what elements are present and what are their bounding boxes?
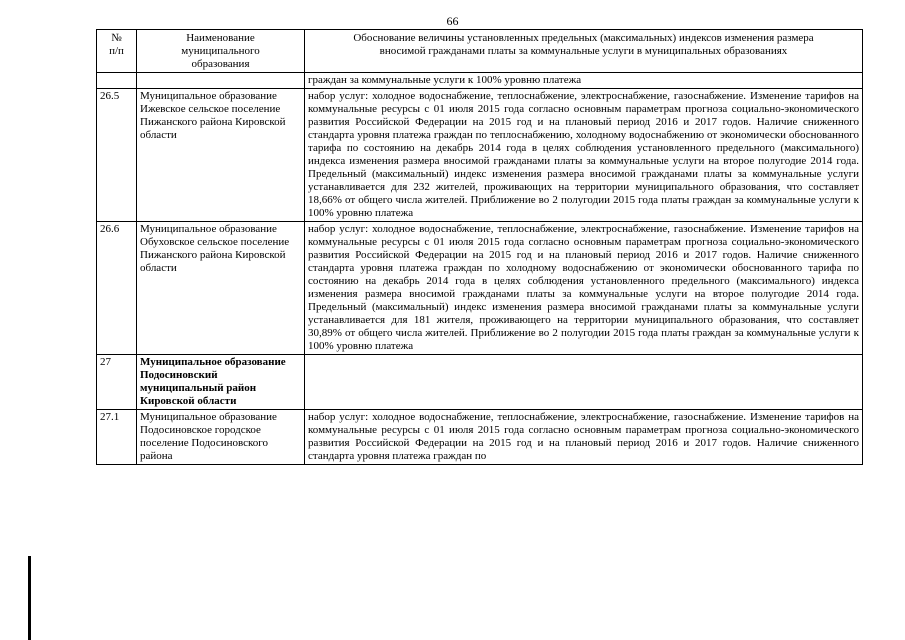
row-num: 26.5: [97, 89, 137, 222]
row-name: Муниципальное образование Подосиновское городское поселение Подосиновского района: [137, 410, 305, 465]
row-name: Муниципальное образование Ижевское сельское поселение Пижанского района Кировской области: [137, 89, 305, 222]
row-num: [97, 73, 137, 89]
header-name-text: Наименование муниципального образования: [181, 32, 260, 70]
page-number: 66: [446, 14, 459, 28]
row-text: набор услуг: холодное водоснабжение, теплоснабжение, электроснабжение, газоснабжение. Изменение тарифов на коммунальные ресурсы с 01 июля 2015 года согласно основным параметрам прогноза социально-экономического развития Российской Федерации на 2015 год и на плановый период 2016 и 2017 годов. Наличие сниженного стандарта уровня платежа граждан по холодному водоснабжению от экономически обоснованного тарифа по состоянию на декабрь 2014 года в целях соблюдения установленного предельного (максимального) индекса изменения размера вносимой гражданами платы за коммунальные услуги на второе полугодие 2014 года. Предельный (максимальный) индекс изменения размера вносимой гражданами платы за коммунальные услуги устанавливается для 181 жителя, проживающего на территории муниципального образования, что составляет 30,89% от общего числа жителей. Приближение во 2 полугодии 2015 года платы граждан за коммунальные услуги к 100% уровню платежа: [305, 222, 863, 355]
table-header-row: [97, 30, 863, 73]
row-num: 27.1: [97, 410, 137, 465]
row-text: [305, 355, 863, 410]
row-name: Муниципальное образование Обуховское сельское поселение Пижанского района Кировской области: [137, 222, 305, 355]
row-text: набор услуг: холодное водоснабжение, теплоснабжение, электроснабжение, газоснабжение. Изменение тарифов на коммунальные ресурсы с 01 июля 2015 года согласно основным параметрам прогноза социально-экономического развития Российской Федерации на 2015 год и на плановый период 2016 и 2017 годов. Наличие сниженного стандарта уровня платежа граждан по теплоснабжению, холодному водоснабжению от экономически обоснованного тарифа по состоянию на декабрь 2014 года в целях соблюдения установленного предельного (максимального) индекса изменения размера вносимой гражданами платы за коммунальные услуги на второе полугодие 2014 года. Предельный (максимальный) индекс изменения размера вносимой гражданами платы за коммунальные услуги устанавливается для 232 жителей, проживающих на территории муниципального образования, что составляет 18,66% от общего числа жителей. Приближение во 2 полугодии 2015 года платы граждан за коммунальные услуги к 100% уровню платежа: [305, 89, 863, 222]
row-num: 27: [97, 355, 137, 410]
table-row: [97, 355, 863, 410]
scan-edge-mark: [28, 556, 31, 640]
header-name: [137, 30, 305, 73]
row-name: [137, 73, 305, 89]
row-text: граждан за коммунальные услуги к 100% уровню платежа: [305, 73, 863, 89]
tariff-index-table: [96, 29, 863, 465]
table-row: [97, 410, 863, 465]
header-rationale: [305, 30, 863, 73]
table-row: [97, 73, 863, 89]
row-name: Муниципальное образование Подосиновский муниципальный район Кировской области: [137, 355, 305, 410]
header-rationale-text: Обоснование величины установленных предельных (максимальных) индексов изменения размера вносимой гражданами платы за коммунальные услуги в муниципальных образованиях: [353, 32, 814, 57]
header-num: [97, 30, 137, 73]
row-text: набор услуг: холодное водоснабжение, теплоснабжение, электроснабжение, газоснабжение. Изменение тарифов на коммунальные ресурсы с 01 июля 2015 года согласно основным параметрам прогноза социально-экономического развития Российской Федерации на 2015 год и на плановый период 2016 и 2017 годов. Наличие сниженного стандарта уровня платежа граждан по: [305, 410, 863, 465]
header-num-text: № п/п: [109, 32, 124, 57]
row-num: 26.6: [97, 222, 137, 355]
table-row: [97, 89, 863, 222]
table-row: [97, 222, 863, 355]
